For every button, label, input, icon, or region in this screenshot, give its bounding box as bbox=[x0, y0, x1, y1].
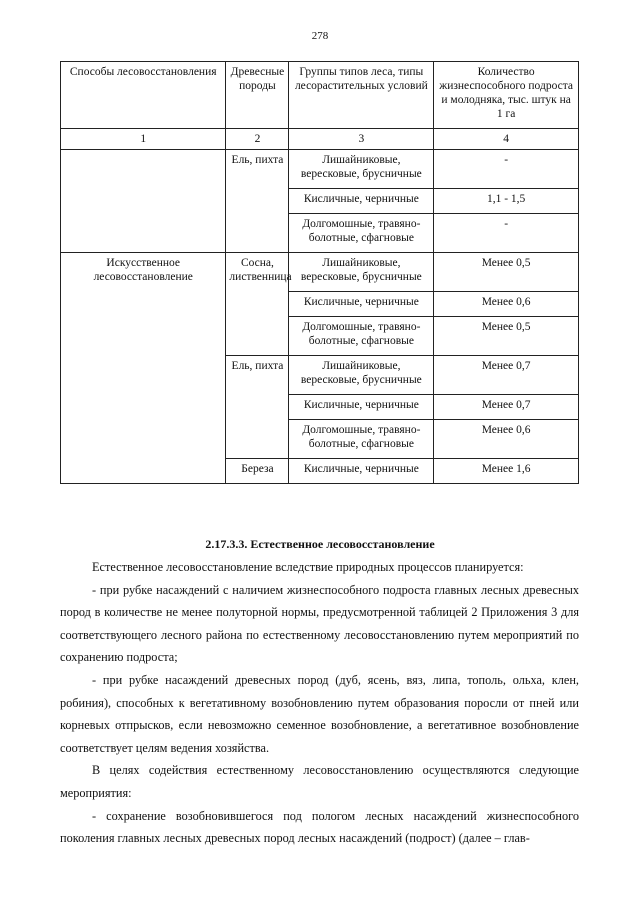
species-cell: Ель, пихта bbox=[226, 150, 289, 253]
species-cell: Ель, пихта bbox=[226, 356, 289, 459]
paragraph: В целях содействия естественному лесовосстановлению осуществляются следующие мероприятия: bbox=[60, 763, 579, 800]
method-cell bbox=[61, 150, 226, 253]
column-number: 3 bbox=[289, 129, 434, 150]
column-number: 2 bbox=[226, 129, 289, 150]
count-cell: Менее 0,7 bbox=[434, 356, 579, 395]
column-number: 4 bbox=[434, 129, 579, 150]
paragraph: - сохранение возобновившегося под пологом лесных насаждений жизнеспособного поколения главных лесных древесных пород лесных насаждений (подрост) (далее – глав- bbox=[60, 808, 579, 846]
method-cell: Искусственное лесовосстановление bbox=[61, 253, 226, 484]
forest-type-cell: Кисличные, черничные bbox=[289, 189, 434, 214]
forest-type-cell: Лишайниковые, вересковые, брусничные bbox=[289, 253, 434, 292]
count-cell: - bbox=[434, 214, 579, 253]
count-cell: - bbox=[434, 150, 579, 189]
count-cell: Менее 0,5 bbox=[434, 253, 579, 292]
count-cell: Менее 1,6 bbox=[434, 459, 579, 484]
forest-type-cell: Долгомошные, травяно-болотные, сфагновые bbox=[289, 420, 434, 459]
header-species: Древесные породы bbox=[226, 62, 289, 129]
forest-type-cell: Лишайниковые, вересковые, брусничные bbox=[289, 150, 434, 189]
column-number-row bbox=[61, 129, 579, 150]
forest-type-cell: Долгомошные, травяно-болотные, сфагновые bbox=[289, 214, 434, 253]
forest-type-cell: Кисличные, черничные bbox=[289, 395, 434, 420]
forest-type-cell: Долгомошные, травяно-болотные, сфагновые bbox=[289, 317, 434, 356]
forest-type-cell: Кисличные, черничные bbox=[289, 292, 434, 317]
forest-type-cell: Кисличные, черничные bbox=[289, 459, 434, 484]
species-cell: Береза bbox=[226, 459, 289, 484]
column-number: 1 bbox=[61, 129, 226, 150]
header-count: Количество жизнеспособного подроста и молодняка, тыс. штук на 1 га bbox=[434, 62, 579, 129]
paragraph: - при рубке насаждений с наличием жизнеспособного подроста главных лесных древесных пород в количестве не менее полуторной нормы, предусмотренной таблицей 2 Приложения 3 для соответствующего лесного района по естественному лесовосстановлению путем мероприятий по сохранению подроста; bbox=[60, 582, 579, 665]
header-method: Способы лесовосстановления bbox=[61, 62, 226, 129]
paragraph: Естественное лесовосстановление вследствие природных процессов планируется: bbox=[92, 560, 524, 574]
section-heading: 2.17.3.3. Естественное лесовосстановление bbox=[205, 537, 435, 551]
section-body bbox=[60, 556, 579, 850]
species-cell: Сосна, лиственница bbox=[226, 253, 289, 356]
count-cell: 1,1 - 1,5 bbox=[434, 189, 579, 214]
table-row bbox=[61, 150, 579, 189]
count-cell: Менее 0,5 bbox=[434, 317, 579, 356]
page-number: 278 bbox=[311, 30, 329, 42]
table-row bbox=[61, 253, 579, 292]
forest-type-cell: Лишайниковые, вересковые, брусничные bbox=[289, 356, 434, 395]
count-cell: Менее 0,6 bbox=[434, 420, 579, 459]
paragraph: - при рубке насаждений древесных пород (дуб, ясень, вяз, липа, тополь, ольха, клен, робиния), способных к вегетативному возобновлению путем образования поросли от пней или корневых отпрысков, если невозможно семенное возобновление, а вегетативное возобновление соответствует целям ведения хозяйства. bbox=[60, 672, 579, 755]
count-cell: Менее 0,6 bbox=[434, 292, 579, 317]
header-forest-type: Группы типов леса, типы лесорастительных условий bbox=[289, 62, 434, 129]
table-header-row bbox=[61, 62, 579, 129]
reforestation-table bbox=[60, 61, 579, 484]
count-cell: Менее 0,7 bbox=[434, 395, 579, 420]
